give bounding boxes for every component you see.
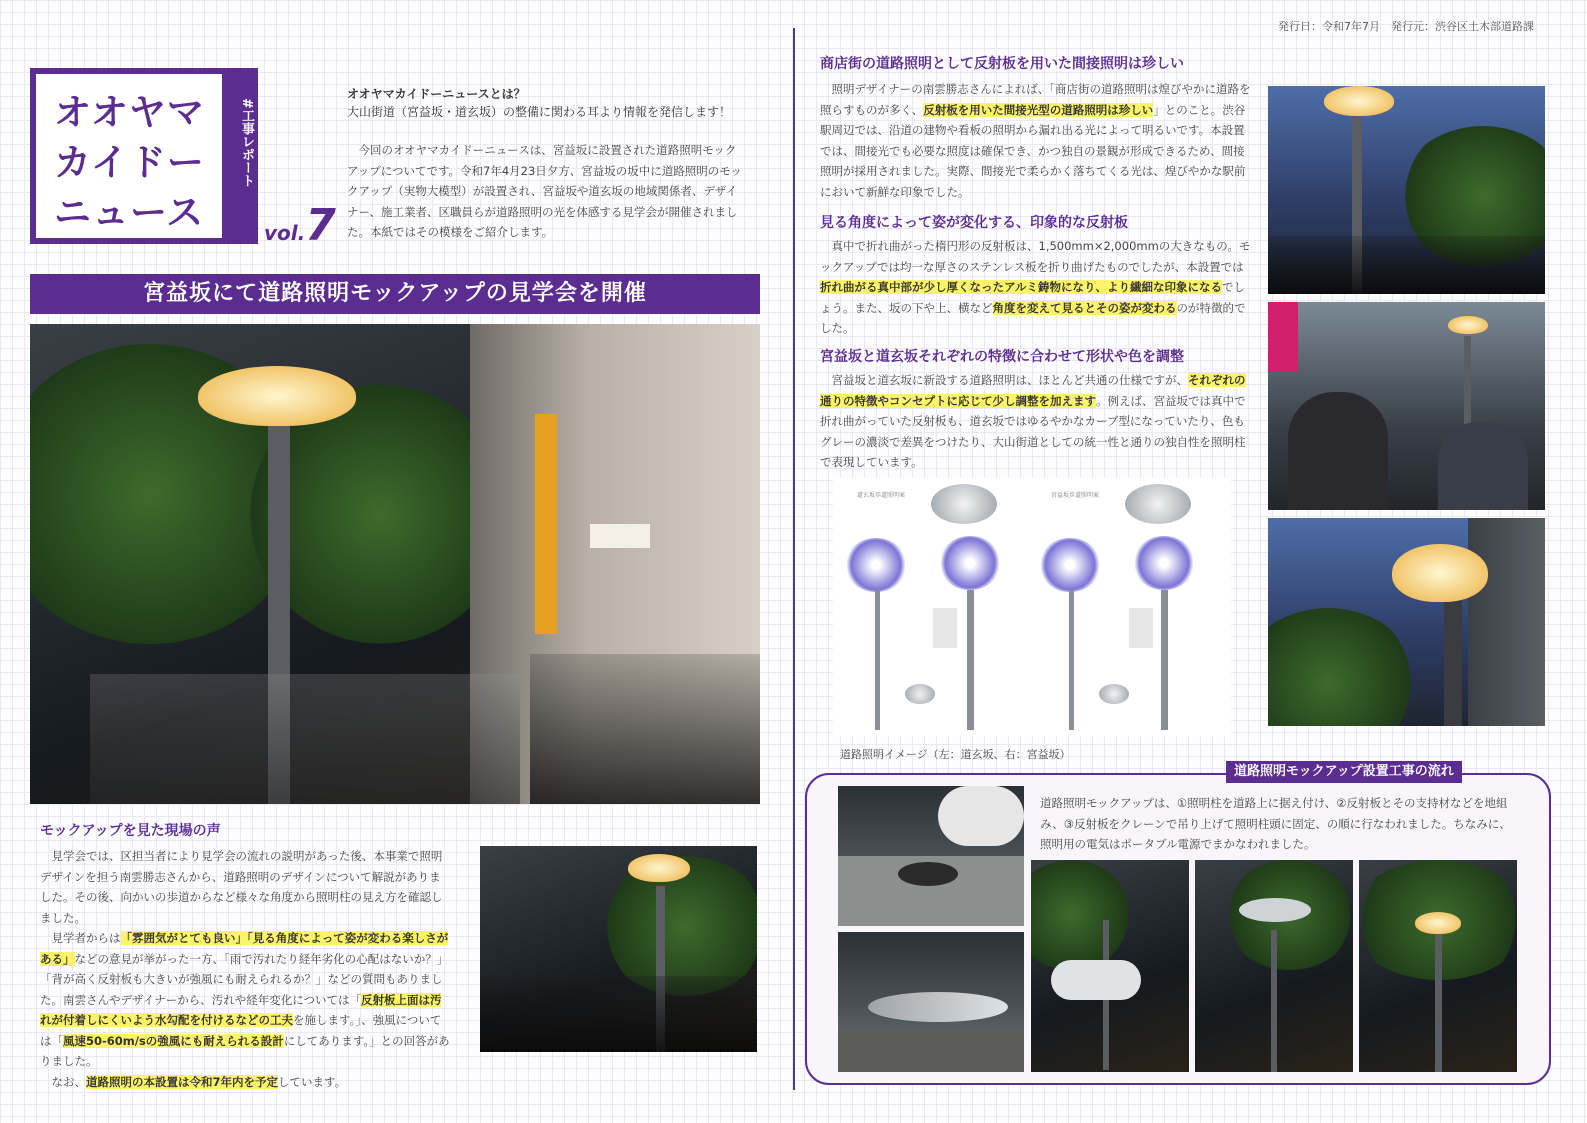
flow-photo-crane-1 [1031, 860, 1189, 1072]
section3-t1: 宮益坂と道玄坂に新設する道路照明は、ほとんど共通の仕様ですが、 [831, 373, 1188, 387]
center-divider [793, 28, 795, 1090]
section3-heading: 宮益坂と道玄坂それぞれの特徴に合わせて形状や色を調整 [820, 349, 1184, 365]
masthead [30, 68, 258, 244]
voices-heading: モックアップを見た現場の声 [40, 823, 221, 839]
section2-t1: 真中で折れ曲がった楕円形の反射板は、1,500mm×2,000mmの大きなもの。モックアップでは均一な厚さのステンレス板を折り曲げたものでしたが、本設置では [820, 239, 1251, 274]
flow-text: 道路照明モックアップは、①照明柱を道路上に据え付け、②反射板とその支持材などを地組み、③反射板をクレーンで吊り上げて照明柱頭に固定、の順に行なわれました。ちなみに、照明用の電気はポータブル電源でまかなわれました。 [1040, 796, 1511, 851]
lighting-diagram [833, 478, 1231, 736]
masthead-title-line-1: オオヤマ [54, 91, 205, 134]
diagram-label-left: 道玄坂歩道照明案 [857, 492, 906, 499]
voices-highlight-3: 風速50-60m/sの強風にも耐えられる設計 [63, 1033, 284, 1048]
masthead-title-line-3: ニュース [54, 191, 205, 234]
crowd-photo [480, 846, 757, 1052]
section2-highlight-1: 折れ曲がる真中部が少し厚くなったアルミ鋳物になり、より繊細な印象になる [820, 280, 1223, 294]
voices-para-1: 見学会では、区担当者により見学会の流れの説明があった後、本事業で照明デザインを担う南雲勝志さんから、道路照明のデザインについて解説がありました。その後、向かいの歩道からなど様々な角度から照明柱の見え方を確認しました。 [40, 849, 443, 925]
about-heading: オオヤマカイドーニュースとは？ [347, 87, 526, 101]
section3-t2: 。例えば、宮益坂では真中で折れ曲がっていた反射板も、道玄坂ではゆるやかなカーブ型になっていたり、色もグレーの濃淡で差異をつけたり、大山街道としての統一性と通りの独自性を照明柱で表現しています。 [820, 393, 1246, 469]
section1-t2: 」とのこと。渋谷駅周辺では、沿道の建物や看板の照明から漏れ出る光によって明るいです。本設置では、間接光でも必要な照度は確保でき、かつ独自の景観が形成できるため、間接照明が採用されました。実際、間接光で柔らかく落ちてくる光は、煌びやかな駅前において新鮮な印象でした。 [820, 102, 1246, 199]
section1-body [820, 79, 1252, 202]
intro-paragraph: 今回のオオヤマカイドーニュースは、宮益坂に設置された道路照明モックアップについてです。令和7年4月23日夕方、宮益坂の坂中に道路照明のモックアップ（実物大模型）が設置され、宮益坂や道玄坂の地域関係者、デザイナー、施工業者、区職員らが道路照明の光を体感する見学会が開催されました。本紙ではその模様をご紹介します。 [347, 143, 742, 239]
volume-value: 7 [305, 200, 336, 251]
flow-photo-base [838, 786, 1024, 926]
headline-banner: 宮益坂にて道路照明モックアップの見学会を開催 [30, 274, 760, 314]
about-text: 大山街道（宮益坂・道玄坂）の整備に関わる耳より情報を発信します！ [347, 105, 732, 119]
section2-highlight-2: 角度を変えて見るとその姿が変わる [992, 300, 1177, 315]
flow-photo-crane-2 [1195, 860, 1353, 1072]
photo-visitors-camera [1268, 302, 1545, 510]
voices-p3b: しています。 [278, 1074, 347, 1089]
main-photo-lamp-street [30, 324, 760, 804]
voices-p2b: などの意見が挙がった一方、「雨で汚れたり経年劣化の心配はないか？」「背が高く反射板も大きいが強風にも耐えられるか？」などの質問もありました。南雲さんやデザイナーから、汚れや経年変化については「 [40, 951, 449, 1007]
voices-para-3 [40, 1072, 452, 1093]
diagram-label-right: 宮益坂歩道照明案 [1051, 492, 1100, 499]
photo-lamp-closeup [1268, 518, 1545, 726]
volume-label: vol. [264, 221, 306, 245]
section2-heading: 見る角度によって姿が変化する、印象的な反射板 [820, 215, 1128, 231]
voices-p3a: なお、 [51, 1074, 86, 1089]
diagram-caption: 道路照明イメージ（左：道玄坂、右：宮益坂） [840, 748, 1071, 761]
voices-highlight-1: 「雰囲気がとても良い」「見る角度によって姿が変わる楽しさがある」 [40, 931, 449, 966]
voices-p2a: 見学者からは [51, 931, 121, 945]
voices-para-2 [40, 928, 452, 1072]
flow-title: 道路照明モックアップ設置工事の流れ [1226, 761, 1462, 783]
masthead-side-label: #工事レポート [239, 98, 254, 187]
issue-info: 発行日：令和7年7月 発行元：渋谷区土木部道路課 [1278, 20, 1534, 33]
voices-p2c: を施します。」、強風については「 [40, 1013, 442, 1048]
section3-body [820, 370, 1252, 473]
section2-t2: でしょう。また、坂の下や上、横など [820, 280, 1246, 315]
photo-lamp-buildings [1268, 86, 1545, 294]
section1-heading: 商店街の道路照明として反射板を用いた間接照明は珍しい [820, 56, 1184, 72]
volume-number [264, 200, 336, 251]
voices-highlight-4: 道路照明の本設置は令和7年内を予定 [86, 1074, 278, 1089]
masthead-title [36, 74, 222, 238]
section2-body [820, 236, 1252, 339]
section1-t1: 照明デザイナーの南雲勝志さんによれば、「商店街の道路照明は煌びやかに道路を照らすものが多く、 [820, 82, 1251, 117]
masthead-title-line-2: カイドー [54, 141, 205, 184]
voices-body [40, 846, 452, 1092]
section3-highlight: それぞれの通りの特徴やコンセプトに応じて少し調整を加えます [820, 373, 1246, 408]
flow-photo-assembly [838, 932, 1024, 1072]
section2-t3: のが特徴的でした。 [820, 300, 1246, 335]
voices-p2d: にしてあります。」との回答がありました。 [40, 1033, 450, 1068]
flow-photo-lit [1359, 860, 1517, 1072]
section1-highlight: 反射板を用いた間接光型の道路照明は珍しい [923, 102, 1154, 117]
voices-highlight-2: 反射板上面は汚れが付着しにくいよう水勾配を付けるなどの工夫 [40, 992, 442, 1027]
